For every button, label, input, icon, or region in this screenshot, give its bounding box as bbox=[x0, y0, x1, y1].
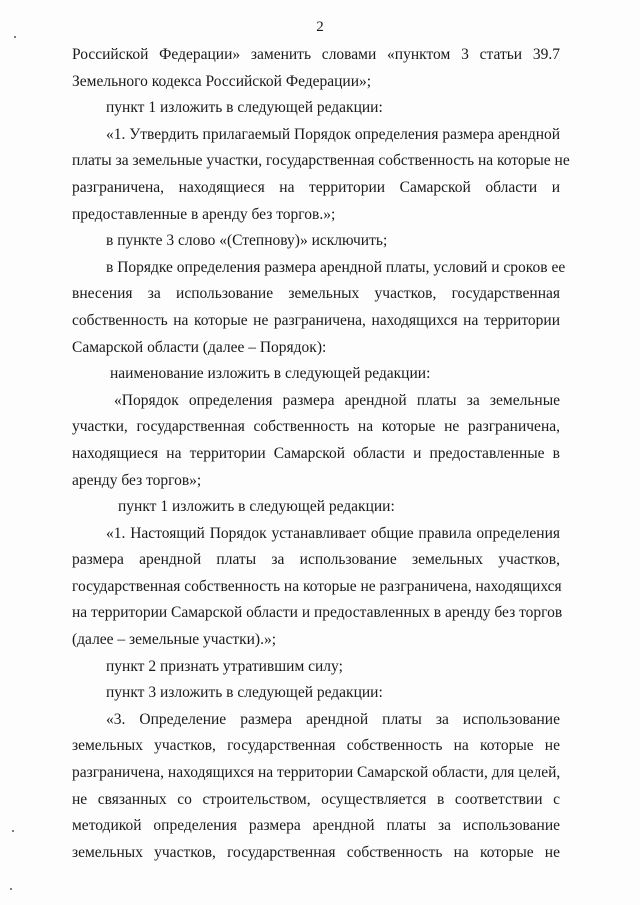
scan-speck bbox=[12, 830, 14, 832]
text-line: (далее – земельные участки).»; bbox=[72, 631, 277, 649]
text-line: внесения за использование земельных участков, государственная bbox=[72, 285, 560, 303]
text-line: не связанных со строительством, осуществляется в соответствии с bbox=[72, 790, 560, 808]
text-line: находящиеся на территории Самарской области и предоставленные в bbox=[72, 444, 560, 462]
scan-speck bbox=[10, 888, 12, 890]
text-line: разграничена, находящиеся на территории Самарской области и bbox=[72, 178, 560, 196]
text-line: пункт 3 изложить в следующей редакции: bbox=[106, 684, 383, 702]
text-line: предоставленные в аренду без торгов.»; bbox=[72, 205, 336, 223]
text-line: на территории Самарской области и предоставленных в аренду без торгов bbox=[72, 604, 563, 622]
text-line: участки, государственная собственность на которые не разграничена, bbox=[72, 418, 560, 436]
text-line: в пункте 3 слово «(Степнову)» исключить; bbox=[106, 232, 388, 250]
text-line: наименование изложить в следующей редакции: bbox=[110, 365, 431, 383]
text-line: земельных участков, государственная собственность на которые не bbox=[72, 737, 560, 755]
text-line: Самарской области (далее – Порядок): bbox=[72, 338, 327, 356]
text-line: «1. Утвердить прилагаемый Порядок определения размера арендной bbox=[106, 125, 561, 143]
text-line: пункт 1 изложить в следующей редакции: bbox=[118, 498, 395, 516]
page-number: 2 bbox=[316, 19, 324, 35]
text-line: пункт 2 признать утратившим силу; bbox=[106, 657, 343, 675]
text-line: «1. Настоящий Порядок устанавливает общие правила определения bbox=[106, 524, 560, 542]
document-body bbox=[72, 42, 570, 866]
text-line: государственная собственность на которые не разграничена, находящихся bbox=[72, 577, 562, 595]
text-line: разграничена, находящихся на территории Самарской области, для целей, bbox=[72, 764, 561, 782]
text-line: пункт 1 изложить в следующей редакции: bbox=[106, 99, 383, 117]
text-line: размера арендной платы за использование земельных участков, bbox=[72, 551, 560, 569]
text-line: аренду без торгов»; bbox=[72, 471, 202, 489]
text-line: в Порядке определения размера арендной платы, условий и сроков ее bbox=[106, 258, 566, 276]
text-line: платы за земельные участки, государственная собственность на которые не bbox=[72, 152, 570, 170]
text-line: методикой определения размера арендной платы за использование bbox=[72, 817, 560, 835]
text-line: «3. Определение размера арендной платы за использование bbox=[106, 710, 560, 728]
text-line: Российской Федерации» заменить словами «пунктом 3 статьи 39.7 bbox=[72, 46, 560, 63]
scan-speck bbox=[14, 36, 16, 38]
text-line: Земельного кодекса Российской Федерации»; bbox=[72, 72, 372, 90]
text-line: «Порядок определения размера арендной платы за земельные bbox=[114, 391, 560, 409]
text-line: земельных участков, государственная собственность на которые не bbox=[72, 843, 560, 861]
text-line: собственность на которые не разграничена, находящихся на территории bbox=[72, 311, 560, 329]
